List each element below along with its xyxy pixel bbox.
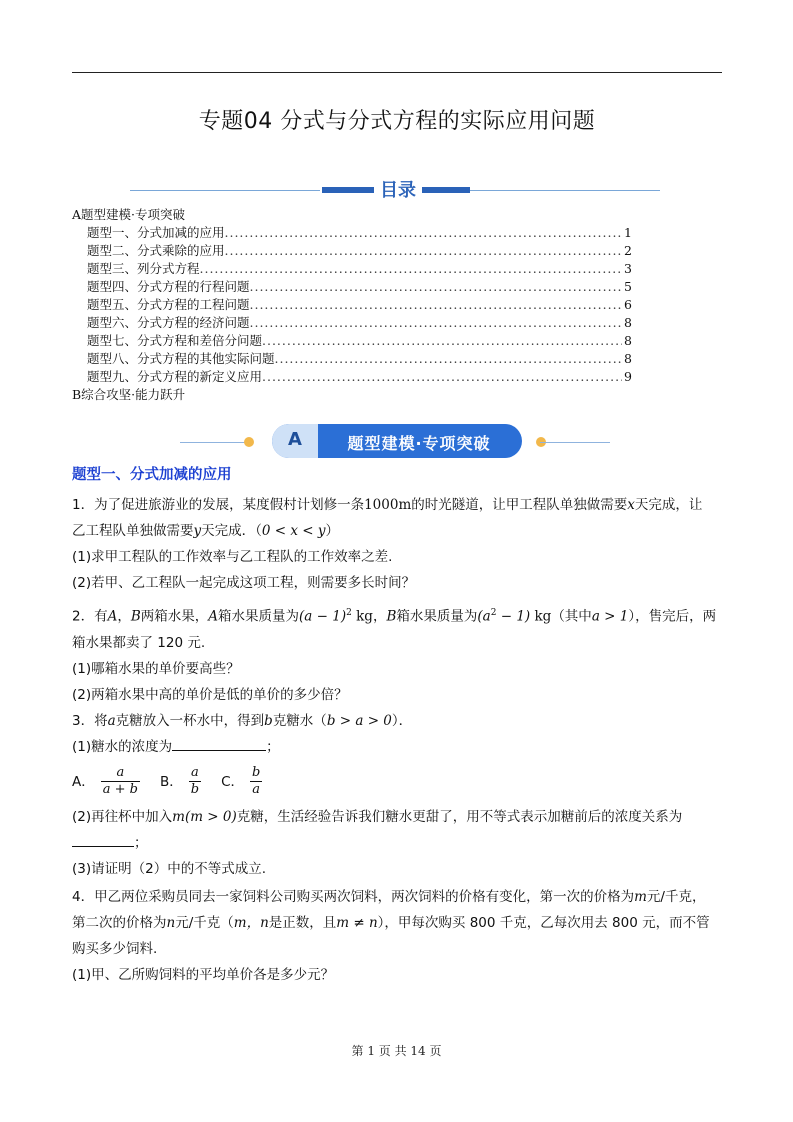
banner-line-left [180, 442, 250, 443]
question-1: 1．为了促进旅游业的发展，某度假村计划修一条1000m的时光隧道，让甲工程队单独做需要x天完成，让 [72, 497, 703, 513]
question-3-sub1: (1)糖水的浓度为 ； [72, 734, 724, 760]
toc-entry[interactable]: 题型一、分式加减的应用 ..... 1 [72, 224, 632, 242]
main-content [72, 462, 724, 988]
question-1-cont: 乙工程队单独做需要y天完成．（0 < x < y） [72, 523, 340, 539]
type-heading: 题型一、分式加减的应用 [72, 467, 232, 483]
question-3-sub2: (2)再往杯中加入m(m > 0)克糖，生活经验告诉我们糖水更甜了，用不等式表示加糖前后的浓度关系为 [72, 808, 683, 825]
question-2-sub1: (1)哪箱水果的单价要高些？ [72, 660, 240, 677]
question-4-cont: 第二次的价格为n元/千克（m，n是正数，且m ≠ n），甲每次购买 800 千克，乙每次用去 800 元，而不管 [72, 914, 710, 931]
banner-line-right [540, 442, 610, 443]
banner-text: 题型建模·专项突破 [347, 434, 491, 453]
toc-entry[interactable]: 题型三、列分式方程 ..... 3 [72, 260, 632, 278]
choice-b[interactable]: B． $\frac{a}{b}$ [159, 765, 200, 797]
toc-entry[interactable]: 题型七、分式方程和差倍分问题 ..... 8 [72, 332, 632, 350]
toc-banner [130, 176, 660, 200]
question-3: 3．将a克糖放入一杯水中，得到b克糖水（b > a > 0）． [72, 712, 413, 729]
toc-line-left [130, 190, 320, 191]
answer-blank[interactable] [172, 736, 266, 751]
question-4: 4．甲乙两位采购员同去一家饲料公司购买两次饲料，两次饲料的价格有变化，第一次的价格为m元/千克， [72, 888, 706, 905]
toc-heading: 目录 [380, 180, 416, 201]
answer-blank[interactable] [72, 832, 134, 847]
toc-bar-right [422, 187, 470, 193]
toc-entry[interactable]: 题型四、分式方程的行程问题 ..... 5 [72, 278, 632, 296]
toc-bar-left [322, 187, 374, 193]
toc-entry[interactable]: 题型二、分式乘除的应用 ..... 2 [72, 242, 632, 260]
toc-entry[interactable]: 题型六、分式方程的经济问题 ..... 8 [72, 314, 632, 332]
section-a-banner [180, 422, 610, 460]
toc-entry[interactable]: 题型五、分式方程的工程问题 ..... 6 [72, 296, 632, 314]
question-3-sub3: (3)请证明（2）中的不等式成立. [72, 860, 267, 877]
banner-letter: A [288, 429, 302, 450]
question-3-sub2-blank: ； [72, 830, 724, 856]
banner-dot-left [244, 437, 254, 447]
toc-line-right [470, 190, 660, 191]
question-4-sub1: (1)甲、乙所购饲料的平均单价各是多少元？ [72, 966, 335, 983]
question-1-sub2: (2)若甲、乙工程队一起完成这项工程，则需要多长时间？ [72, 575, 416, 591]
question-2-cont: 箱水果都卖了 120 元. [72, 634, 206, 651]
header-rule [72, 72, 722, 73]
toc-entry[interactable]: 题型八、分式方程的其他实际问题 ..... 8 [72, 350, 632, 368]
question-4-cont2: 购买多少饲料. [72, 940, 158, 957]
choice-a[interactable]: A． $\frac{a}{a + b}$ [72, 765, 138, 797]
toc-section-b[interactable]: B综合攻坚·能力跃升 [72, 387, 186, 402]
page-title: 专题04 分式与分式方程的实际应用问题 [198, 109, 596, 134]
toc-section-a[interactable]: A题型建模·专项突破 [72, 207, 186, 222]
choice-group [72, 760, 724, 804]
question-2-sub2: (2)两箱水果中高的单价是低的单价的多少倍？ [72, 686, 348, 703]
toc-entry[interactable]: 题型九、分式方程的新定义应用 ..... 9 [72, 368, 632, 386]
table-of-contents [72, 206, 632, 404]
question-1-sub1: (1)求甲工程队的工作效率与乙工程队的工作效率之差. [72, 549, 393, 565]
question-2: 2．有A，B两箱水果，A箱水果质量为$(a - 1)^2$ kg，B箱水果质量为$(a^2 - 1)$ kg（其中a > 1），售完后，两 [72, 608, 717, 625]
page-footer: 第 1 页 共 14 页 [351, 1044, 442, 1058]
choice-c[interactable]: C． $\frac{b}{a}$ [221, 765, 261, 797]
